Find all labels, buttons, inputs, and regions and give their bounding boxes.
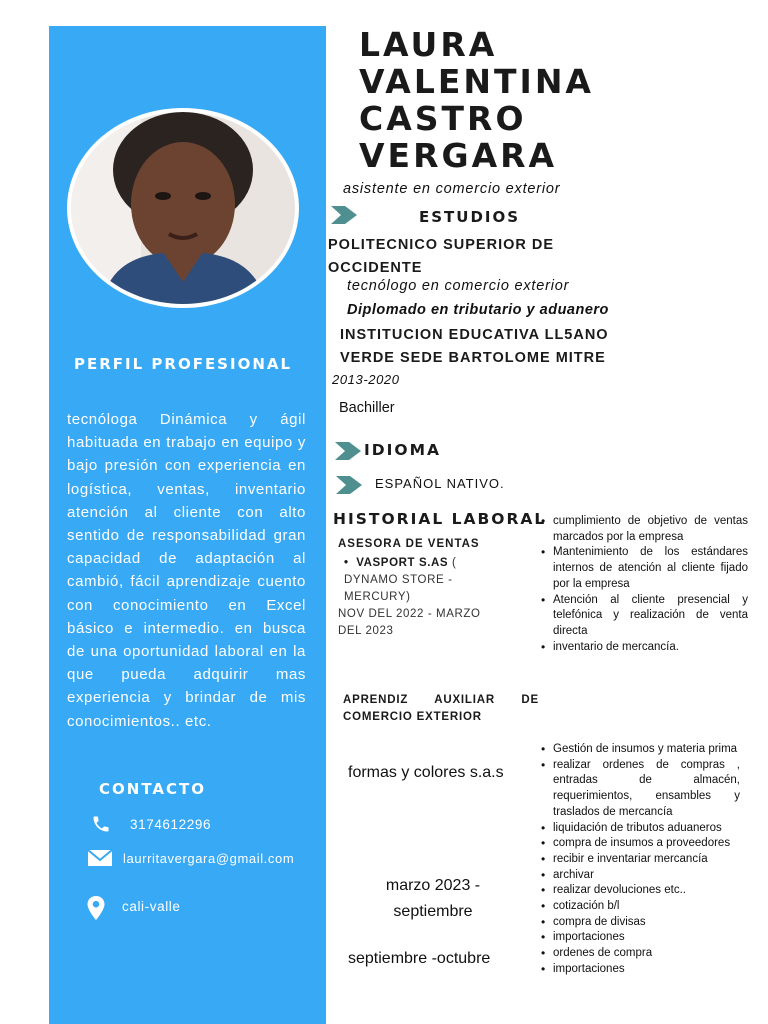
history-heading: HISTORIAL LABORAL (333, 510, 547, 528)
job-title: asistente en comercio exterior (343, 181, 561, 197)
job2-dates-1: marzo 2023 - septiembre (385, 877, 481, 920)
job2-dates-2: septiembre -octubre (348, 950, 491, 967)
phone-number[interactable]: 3174612296 (130, 816, 212, 832)
job2-company: formas y colores s.a.s (348, 764, 504, 781)
list-item: • Gestión de insumos y materia prima (541, 742, 740, 758)
contact-email (87, 848, 294, 868)
chevron-right-icon (336, 476, 362, 494)
school-2: INSTITUCION EDUCATIVA LL5ANO VERDE SEDE BARTOLOME MITRE (340, 327, 609, 366)
language-heading: IDIOMA (364, 441, 441, 459)
job1-company-detail: ( DYNAMO STORE - MERCURY) (344, 557, 457, 603)
contact-location (86, 896, 181, 916)
list-item: • importaciones (541, 930, 740, 946)
chevron-right-icon (331, 206, 357, 224)
name-line: CASTRO (359, 99, 527, 138)
full-name (359, 26, 594, 174)
job1-role: ASESORA DE VENTAS (338, 538, 480, 550)
list-item: • Mantenimiento de los estándares internos de atención al cliente fijado por la empresa (541, 545, 748, 592)
job1-company-block: • VASPORT S.AS ( DYNAMO STORE - MERCURY) (344, 557, 457, 603)
mail-icon (87, 848, 113, 868)
list-item: • Atención al cliente presencial y telefónica y realización de venta directa (541, 593, 748, 640)
study-years: 2013-2020 (332, 372, 400, 387)
list-item: • cumplimiento de objetivo de ventas marcados por la empresa (541, 514, 748, 545)
name-line: LAURA (359, 25, 498, 64)
list-item: • ordenes de compra (541, 946, 740, 962)
phone-icon (90, 814, 116, 834)
list-item: • liquidación de tributos aduaneros (541, 821, 740, 837)
name-line: VERGARA (359, 136, 558, 175)
list-item: • cotización b/l (541, 899, 740, 915)
diploma: Diplomado en tributario y aduanero (347, 302, 609, 318)
location-text: cali-valle (122, 898, 181, 914)
job2-role: APRENDIZ AUXILIAR DE COMERCIO EXTERIOR (343, 694, 539, 723)
job1-duties (541, 514, 748, 655)
location-pin-icon (86, 896, 112, 916)
list-item: • realizar ordenes de compras , entradas de almacén, requerimientos, ensambles y traslados de mercancía (541, 758, 740, 821)
profile-heading: PERFIL PROFESIONAL (74, 355, 293, 373)
list-item: • realizar devoluciones etc.. (541, 883, 740, 899)
chevron-right-icon (335, 442, 361, 460)
list-item: • compra de insumos a proveedores (541, 836, 740, 852)
language-value: ESPAÑOL NATIVO. (375, 476, 505, 491)
list-item: • inventario de mercancía. (541, 640, 748, 656)
list-item: • compra de divisas (541, 915, 740, 931)
name-line: VALENTINA (359, 62, 594, 101)
job2-duties (541, 742, 740, 978)
degree-1: tecnólogo en comercio exterior (347, 278, 570, 294)
degree-2: Bachiller (339, 400, 395, 416)
list-item: • recibir e inventariar mercancía (541, 852, 740, 868)
profile-text: tecnóloga Dinámica y ágil habituada en trabajo en equipo y bajo presión con experiencia en logística, ventas, inventario atención al cliente con alto sentido de responsabilidad gran capacidad de adaptación al cambió, fácil aprendizaje cuento con conocimiento en Excel básico e intermedio. en busca de una oportunidad laboral en la que pueda adquirir mas experiencia y brindar de mis conocimientos.. etc. (67, 411, 306, 730)
list-item: • importaciones (541, 962, 740, 978)
job1-dates: NOV DEL 2022 - MARZO DEL 2023 (338, 608, 481, 637)
profile-photo (67, 108, 299, 308)
contact-heading: CONTACTO (99, 780, 206, 798)
job1-company: VASPORT S.AS (356, 557, 449, 569)
school-1: POLITECNICO SUPERIOR DE OCCIDENTE (328, 237, 555, 276)
contact-phone (90, 814, 211, 834)
studies-heading: ESTUDIOS (419, 208, 521, 226)
email-address[interactable]: laurritavergara@gmail.com (123, 850, 295, 866)
list-item: • archivar (541, 868, 740, 884)
